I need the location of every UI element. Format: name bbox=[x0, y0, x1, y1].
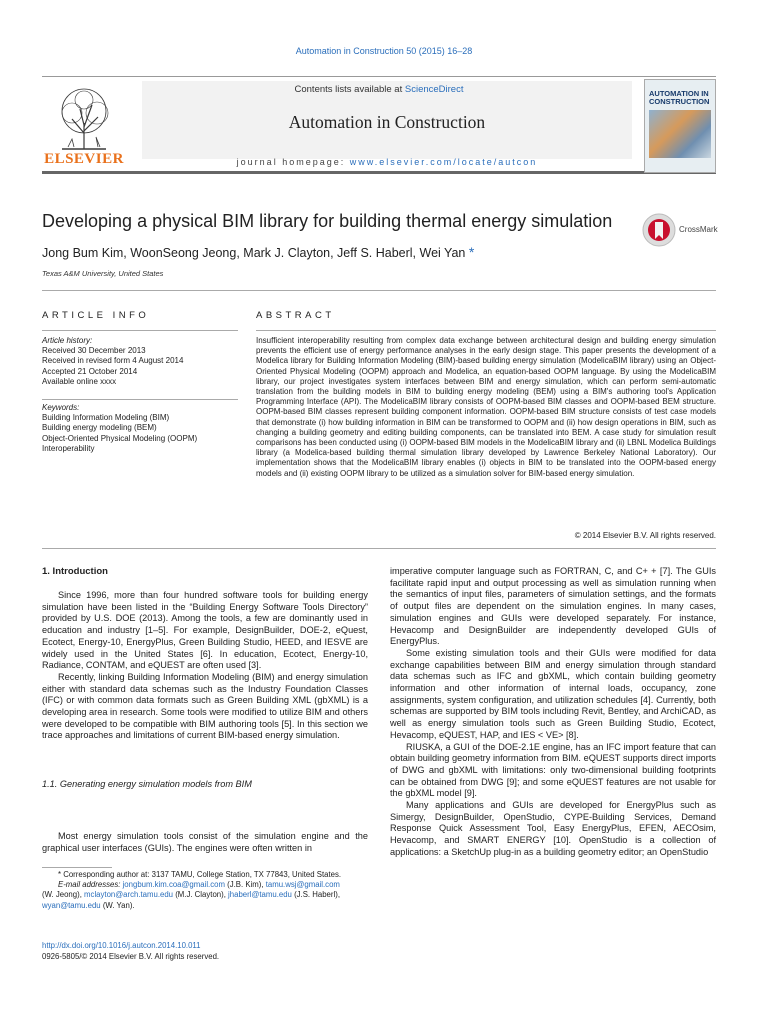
corresponding-author-note: * Corresponding author at: 3137 TAMU, College Station, TX 77843, United States. bbox=[58, 870, 342, 879]
divider bbox=[42, 399, 238, 400]
homepage-link[interactable]: www.elsevier.com/locate/autcon bbox=[349, 157, 538, 167]
email-owner: (J.S. Haberl), bbox=[294, 890, 340, 900]
email-owner: (M.J. Clayton), bbox=[175, 890, 226, 900]
email-owner: (W. Yan). bbox=[102, 900, 135, 910]
crossmark-icon bbox=[641, 212, 677, 248]
email-link[interactable]: mclayton@arch.tamu.edu bbox=[84, 890, 174, 900]
body-paragraph: Some existing simulation tools and their GUIs were modified for data exchange capabilities between BIM and energy simulation through standard data schemas such as IFC and gbXML, which contain building geometry information and other information of internal loads, occupancy, zone assignments, system configuration, and utilization schedules [4]. Currently, both schemas are supported by BIM tools including Revit, Bentley, and ArchiCAD, as well as energy simulation tools such as Green Building Studio, Ecotect, Hevacomp, eQUEST, HAP, and IES < VE> [8]. bbox=[390, 647, 716, 740]
footnote bbox=[42, 870, 368, 911]
history-label: Article history: bbox=[42, 336, 93, 345]
email-owner: (W. Jeong), bbox=[42, 890, 82, 900]
keywords-label: Keywords: bbox=[42, 403, 80, 412]
body-paragraph: Recently, linking Building Information Modeling (BIM) and energy simulation either with standard data schemas such as the Industry Foundation Classes (IFC) or with common data formats such as Green Building XML (gbXML) is a developing area in research. Some tools were modified to utilize BIM and others were developed to be compatible with BIM authoring tools [5]. In this section we trace approaches and limitations of current BIM-based energy simulation. bbox=[42, 671, 368, 741]
doi-block bbox=[42, 940, 219, 962]
left-column-continued bbox=[42, 831, 368, 854]
sciencedirect-link[interactable]: ScienceDirect bbox=[404, 84, 464, 95]
body-paragraph: imperative computer language such as FORTRAN, C, and C+ + [7]. The GUIs facilitate rapid input and output processing as well as simulation running when the semantics of input files, parameters of simulation settings, and the formats of output files are dependent on the simulation engines. In many cases, simulation engines and GUIs were developed separately. For instance, Hevacomp and DesignBuilder are independently developed GUIs of EnergyPlus. bbox=[390, 566, 716, 647]
affiliation: Texas A&M University, United States bbox=[42, 269, 164, 278]
homepage-prefix: journal homepage: bbox=[236, 157, 346, 167]
article-info-heading: ARTICLE INFO bbox=[42, 310, 150, 321]
history-item: Accepted 21 October 2014 bbox=[42, 366, 138, 376]
cover-title: AUTOMATION IN CONSTRUCTION bbox=[649, 89, 710, 106]
paper-title: Developing a physical BIM library for building thermal energy simulation bbox=[42, 211, 613, 231]
divider bbox=[42, 548, 716, 549]
abstract-copyright: © 2014 Elsevier B.V. All rights reserved. bbox=[574, 531, 716, 540]
journal-title: Automation in Construction bbox=[288, 112, 486, 132]
keyword-item: Building energy modeling (BEM) bbox=[42, 423, 157, 433]
right-column bbox=[390, 566, 716, 859]
abstract-heading: ABSTRACT bbox=[256, 310, 335, 321]
journal-citation[interactable]: Automation in Construction 50 (2015) 16–28 bbox=[295, 46, 473, 56]
history-item: Received in revised form 4 August 2014 bbox=[42, 356, 184, 366]
article-history bbox=[42, 336, 238, 387]
cover-photo bbox=[649, 110, 711, 158]
email-link[interactable]: jongbum.kim.coa@gmail.com bbox=[122, 880, 225, 890]
contents-prefix: Contents lists available at bbox=[294, 84, 403, 95]
keyword-item: Building Information Modeling (BIM) bbox=[42, 413, 170, 423]
publisher-name: ELSEVIER bbox=[44, 151, 124, 167]
email-link[interactable]: tamu.wsj@gmail.com bbox=[265, 880, 340, 890]
divider bbox=[256, 330, 716, 331]
history-item: Received 30 December 2013 bbox=[42, 346, 146, 356]
journal-homepage bbox=[142, 157, 632, 167]
section-heading-introduction: 1. Introduction bbox=[42, 566, 108, 577]
author-list bbox=[42, 244, 474, 260]
subsection-heading: 1.1. Generating energy simulation models from BIM bbox=[42, 779, 252, 789]
left-column bbox=[42, 590, 368, 742]
body-paragraph: RIUSKA, a GUI of the DOE-2.1E engine, has an IFC import feature that can obtain building geometry information from BIM. eQUEST supports direct imports of DWG and gbXML with limitations: only two-dimensional building footprints can be obtained from DWG [9]; and some eQUEST features are not usable for the gbXML model [9]. bbox=[390, 741, 716, 799]
body-paragraph: Since 1996, more than four hundred software tools for building energy simulation have been listed in the “Building Energy Software Tools Directory” provided by U.S. DOE (2013). Among the tools, a few are dominantly used in education and industry [1–5]. For example, DesignBuilder, DOE-2, eQuest, Ecotect, Energy-10, EnergyPlus, Green Building Studio, HEED, and IESVE are widely used in the United States [6]. In education, Ecotect, Energy-10, Radiance, CONTAM, and eQUEST are often used [3]. bbox=[42, 590, 368, 671]
keywords bbox=[42, 403, 238, 454]
email-link[interactable]: wyan@tamu.edu bbox=[42, 900, 101, 910]
email-owner: (J.B. Kim), bbox=[227, 880, 264, 890]
issn-line: 0926-5805/© 2014 Elsevier B.V. All rights reserved. bbox=[42, 952, 220, 961]
authors-text: Jong Bum Kim, WoonSeong Jeong, Mark J. Clayton, Jeff S. Haberl, Wei Yan bbox=[42, 246, 466, 260]
journal-header bbox=[42, 76, 716, 174]
keyword-item: Object-Oriented Physical Modeling (OOPM) bbox=[42, 433, 198, 443]
abstract-text: Insufficient interoperability resulting from complex data exchange between architectural design and building energy simulation prevents the efficient use of energy performance analyses in the early design stage. This paper presents the development of a Modelica library for Building Information Modeling (BIM)-based building energy simulation (ModelicaBIM library) using an Object-Oriented Physical Modeling (OOPM) approach and Modelica, an equation-based OOPM language. By using the ModelicaBIM library, our project investigates system interfaces between BIM and energy simulation, which can perform semi-automatic translation from the building models in BIM to building energy modeling (BEM) using a BIM's authoring tool's Application Programming Interface (API). The ModelicaBIM library consists of OOPM-based BIM classes and OOPM-based BEM structure. OOPM-based BIM classes represent building component information. OOPM-based BIM structure consists of test case models that demonstrate (i) how building information in BIM can be transformed to OOPM and (ii) how design operations in BIM, such as changing a building geometry and editing building components, can be translated into BEM. A case study for simulation result comparisons has been conducted using (i) OOPM-based BIM models in the ModelicaBIM library and (ii) LBNL Modelica Buildings library (a Modelica-based building thermal simulation library developed by Lawrence Berkeley National Laboratory). Our implementation shows that the ModelicaBIM library enables (i) objects in BIM to be translated into the OOPM-based energy models and (ii) existing OOPM library to be utilized as a simulation solver for BIM-based energy simulation. bbox=[256, 336, 716, 478]
body-paragraph: Many applications and GUIs are developed for EnergyPlus such as Simergy, DesignBuilder, OpenStudio, CYPE-Building Services, Demand Response Quick Assessment Tool, Easy EnergyPlus, EFEN, AECOsim, Hevacomp, and SMART ENERGY [10]. OpenStudio is a collection of applications: a SketchUp plug-in as a building geometry editor; an OpenStudio bbox=[390, 800, 716, 857]
crossmark-label: CrossMark bbox=[679, 225, 718, 234]
crossmark-badge[interactable] bbox=[641, 212, 716, 248]
contents-line bbox=[42, 84, 716, 95]
emails-label: E-mail addresses: bbox=[58, 880, 121, 890]
email-link[interactable]: jhaberl@tamu.edu bbox=[228, 890, 292, 900]
body-paragraph: Most energy simulation tools consist of the simulation engine and the graphical user interfaces (GUIs). The engines were often written in bbox=[42, 831, 368, 853]
corresponding-author-mark[interactable]: * bbox=[468, 244, 475, 260]
keyword-item: Interoperability bbox=[42, 443, 95, 453]
divider bbox=[42, 330, 238, 331]
journal-cover-image[interactable] bbox=[644, 79, 716, 173]
footnote-divider bbox=[42, 867, 112, 868]
divider bbox=[42, 290, 716, 291]
history-item: Available online xxxx bbox=[42, 376, 117, 386]
doi-link[interactable]: http://dx.doi.org/10.1016/j.autcon.2014.10.011 bbox=[42, 941, 201, 950]
